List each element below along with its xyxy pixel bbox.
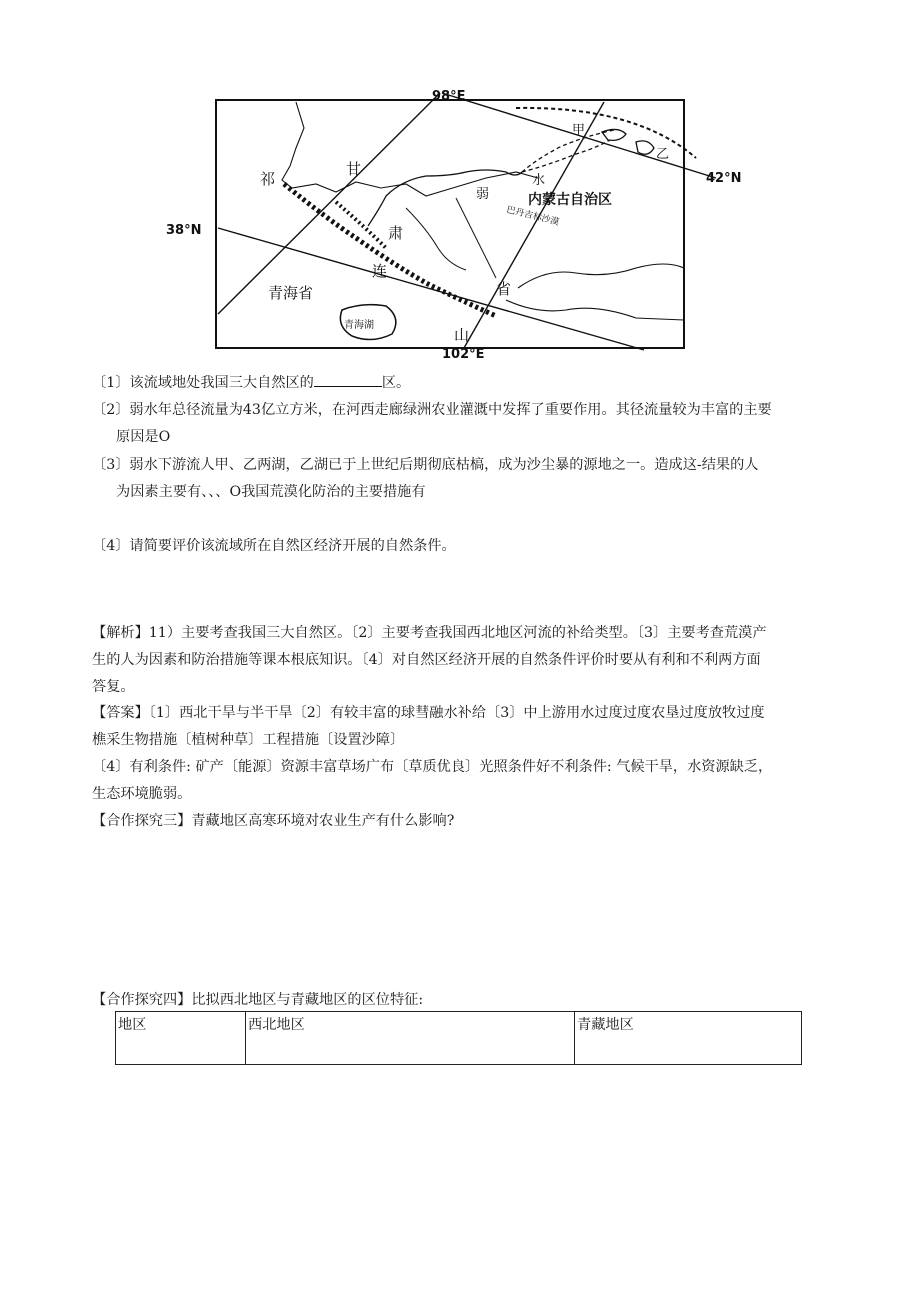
question-2 [92,397,832,451]
label-inner-mongolia: 内蒙古自治区 [528,192,612,208]
lake-jia-shape [602,129,626,140]
label-102e: 102°E [442,347,485,360]
label-42n: 42°N [706,171,742,186]
ruoshui-river [368,170,522,226]
table-cell-northwest[interactable]: 西北地区 [246,1012,575,1065]
answer-label: 【答案】 [92,705,149,721]
analysis-line3: 答复。 [92,679,135,695]
province-boundary-east [518,264,684,288]
explore-3 [92,808,832,835]
answer-line1: 〔1〕西北干旱与半干旱〔2〕有较丰富的球彗融水补给〔3〕中上游用水过度过度农垦过度放牧过度 [148,705,765,721]
label-qinghai-province: 青海省 [268,284,314,302]
question-1-text: 〔1〕该流域地处我国三大自然区的 [92,375,314,391]
question-1-suffix: 区。 [381,375,411,391]
answer-line3: 〔4〕有利条件: 矿产〔能源〕资源丰富草场广布〔草质优良〕光照条件好不利条件: 气候干旱，水资源缺乏， [92,759,773,775]
question-4: 〔4〕请简要评价该流域所在自然区经济开展的自然条件。 [92,538,456,554]
tributary [456,198,496,278]
label-lian: 连 [372,262,388,280]
analysis-label: 【解析】 [92,625,149,641]
table-row [116,1012,802,1065]
question-3 [92,452,832,506]
question-2-line2: 原因是O [116,429,171,445]
question-2-line1: 〔2〕弱水年总径流量为43亿立方米，在河西走廊绿洲农业灌溉中发挥了重要作用。其径流量较为丰富的主要 [92,402,772,418]
tributary-2 [406,208,466,270]
explore-4-label: 【合作探究四】 [92,992,192,1008]
label-qi: 祁 [260,170,276,188]
answer-blank[interactable] [314,371,382,387]
answer-line2: 樵采生物措施〔植树种草〕工程措施〔设置沙障〕 [92,732,405,748]
label-river-ruo: 弱 [476,187,490,202]
answer-line4: 生态环境脆弱。 [92,786,192,802]
explore-4-text: 比拟西北地区与青藏地区的区位特征: [191,992,424,1008]
analysis-block [92,620,832,701]
table-cell-region: 地区 [116,1012,246,1065]
question-3-line1: 〔3〕弱水下游流人甲、乙两湖，乙湖已于上世纪后期彻底枯槁，成为沙尘暴的源地之一。造成这-结果的人 [92,457,759,473]
answer-block [92,700,832,808]
analysis-line2: 生的人为因素和防治措施等课本根底知识。〔4〕对自然区经济开展的自然条件评价时要从有利和不利两方面 [92,652,761,668]
explore-4 [92,987,832,1014]
label-su: 肃 [388,224,404,242]
label-lake-yi: 乙 [656,147,670,162]
table-cell-qingzang[interactable]: 青藏地区 [575,1012,802,1065]
label-river-shui: 水 [532,173,546,188]
explore-3-label: 【合作探究三】 [92,813,192,829]
label-lake-jia: 甲 [572,123,586,138]
map-frame [216,100,684,348]
question-1 [92,370,832,397]
qilian-mountains [284,184,496,316]
label-38n: 38°N [166,223,202,238]
river-basin-map [166,88,786,360]
label-98e: 98°E [432,89,466,104]
province-boundary [282,102,538,196]
question-3-line2: 为因素主要有、、、O我国荒漠化防治的主要措施有 [116,484,426,500]
label-qinghai-lake: 青海湖 [344,320,374,331]
lake-yi-shape [636,141,654,154]
label-badain-jaran: 巴丹吉林沙漠 [505,205,561,228]
longitude-98e [218,93,440,314]
label-shan: 山 [454,326,470,344]
comparison-table [115,1011,802,1065]
label-gan: 甘 [346,160,362,178]
analysis-line1: 11）主要考查我国三大自然区。〔2〕主要考查我国西北地区河流的补给类型。〔3〕主要考查荒漠产 [148,625,767,641]
label-sheng: 省 [496,280,512,298]
explore-3-text: 青藏地区高寒环境对农业生产有什么影响? [191,813,455,829]
province-boundary-south [506,300,684,320]
